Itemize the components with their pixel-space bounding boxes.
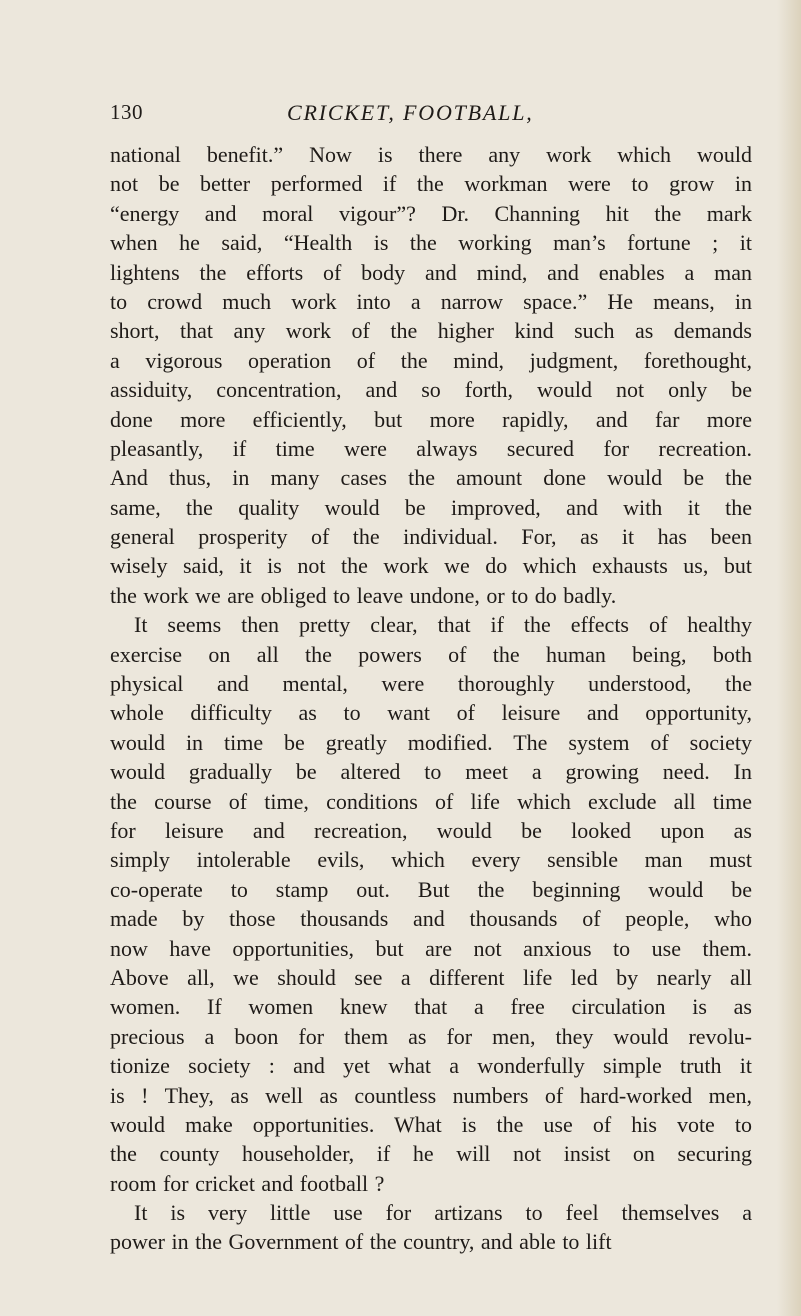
text-line: lightens the efforts of body and mind, and enables a man — [110, 259, 752, 285]
text-line: precious a boon for them as for men, they would revolu- — [110, 1023, 752, 1049]
text-line: simply intolerable evils, which every sensible man must — [110, 847, 752, 873]
text-line: Above all, we should see a different life led by nearly all — [110, 964, 752, 990]
text-line: assiduity, concentration, and so forth, would not only be — [110, 377, 752, 403]
text-line: women. If women knew that a free circulation is as — [110, 994, 752, 1020]
text-line: is ! They, as well as countless numbers of hard-worked men, — [110, 1082, 752, 1108]
text-line: for leisure and recreation, would be looked upon as — [110, 817, 752, 843]
paragraph-start-line: It seems then pretty clear, that if the effects of healthy — [134, 612, 752, 638]
text-line: the course of time, conditions of life which exclude all time — [110, 788, 752, 814]
text-line: would in time be greatly modified. The system of society — [110, 729, 752, 755]
text-line: exercise on all the powers of the human being, both — [110, 641, 752, 667]
running-head: CRICKET, FOOTBALL, — [287, 100, 534, 125]
text-line: done more efficiently, but more rapidly, and far more — [110, 406, 752, 432]
text-line: now have opportunities, but are not anxious to use them. — [110, 935, 752, 961]
text-line: would gradually be altered to meet a growing need. In — [110, 759, 752, 785]
text-line: physical and mental, were thoroughly understood, the — [110, 671, 752, 697]
text-line: the work we are obliged to leave undone, or to do badly. — [110, 582, 617, 608]
text-line: would make opportunities. What is the use of his vote to — [110, 1111, 752, 1137]
text-line: wisely said, it is not the work we do which exhausts us, but — [110, 553, 752, 579]
text-line: short, that any work of the higher kind such as demands — [110, 318, 752, 344]
text-line: to crowd much work into a narrow space.” He means, in — [110, 288, 752, 314]
text-line: national benefit.” Now is there any work which would — [110, 142, 752, 167]
text-line: a vigorous operation of the mind, judgment, forethought, — [110, 347, 752, 373]
page-number: 130 — [110, 100, 143, 124]
text-line: made by those thousands and thousands of people, who — [110, 906, 752, 932]
page-header — [110, 100, 750, 140]
text-line: And thus, in many cases the amount done would be the — [110, 465, 752, 491]
body-text — [110, 140, 752, 1257]
text-line: “energy and moral vigour”? Dr. Channing hit the mark — [110, 200, 752, 226]
text-line: tionize society : and yet what a wonderfully simple truth it — [110, 1053, 752, 1079]
text-line: co-operate to stamp out. But the beginning would be — [110, 876, 752, 902]
text-line: whole difficulty as to want of leisure and opportunity, — [110, 700, 752, 726]
text-line: the county householder, if he will not insist on securing — [110, 1141, 752, 1167]
text-line: room for cricket and football ? — [110, 1170, 385, 1196]
text-line: same, the quality would be improved, and with it the — [110, 494, 752, 520]
text-line: power in the Government of the country, and able to lift — [110, 1229, 612, 1255]
text-line: general prosperity of the individual. For, as it has been — [110, 524, 752, 550]
text-line: not be better performed if the workman were to grow in — [110, 171, 752, 197]
page-edge-shadow — [777, 0, 801, 1316]
text-line: when he said, “Health is the working man’s fortune ; it — [110, 230, 752, 256]
paragraph-start-line: It is very little use for artizans to feel themselves a — [134, 1200, 752, 1226]
text-line: pleasantly, if time were always secured for recreation. — [110, 435, 752, 461]
